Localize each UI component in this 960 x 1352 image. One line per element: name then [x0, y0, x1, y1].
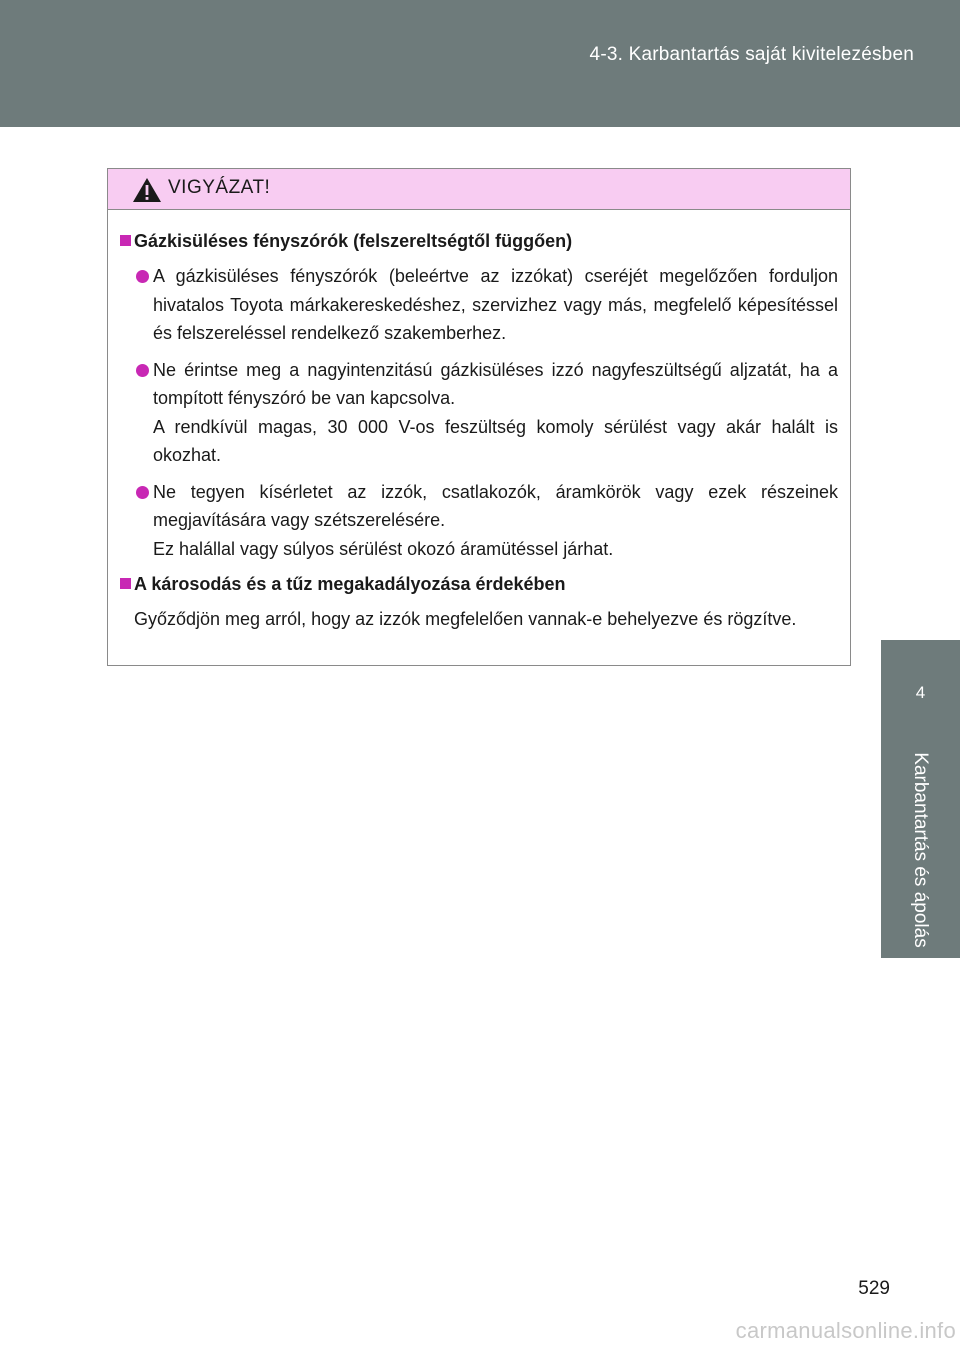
section-paragraph: Győződjön meg arról, hogy az izzók megfelelően vannak-e behelyezve és rögzítve.: [134, 609, 797, 629]
side-tab-number: 4: [915, 683, 926, 702]
warning-title: VIGYÁZAT!: [168, 177, 271, 198]
section-heading: A károsodás és a tűz megakadályozása érdekében: [120, 571, 838, 597]
list-item-text: Ez halállal vagy súlyos sérülést okozó áramütéssel járhat.: [153, 538, 614, 559]
list-item-text: Ne tegyen kísérletet az izzók, csatlakozók, áramkörök vagy ezek részeinek megjavítására vagy szétszerelésére.: [153, 481, 838, 530]
list-item: [120, 262, 838, 348]
watermark: carmanualsonline.info: [735, 1318, 956, 1343]
round-bullet-icon: [136, 364, 149, 377]
page-header: [0, 0, 960, 127]
side-tab-label: Karbantartás és ápolás: [910, 752, 931, 948]
warning-body: [108, 210, 850, 634]
warning-triangle-icon: [132, 177, 162, 203]
warning-box: [107, 168, 851, 666]
list-item: [120, 356, 838, 470]
list-item-text: A rendkívül magas, 30 000 V-os feszültség komoly sérülést vagy akár halált is okozhat.: [153, 416, 838, 465]
section-heading: Gázkisüléses fényszórók (felszereltségtől függően): [120, 228, 838, 254]
page-number: 529: [858, 1278, 890, 1299]
warning-header: [108, 169, 850, 210]
list-item-text: Ne érintse meg a nagyintenzitású gázkisüléses izzó nagyfeszültségű aljzatát, ha a tompított fényszóró be van kapcsolva.: [153, 359, 838, 408]
round-bullet-icon: [136, 270, 149, 283]
round-bullet-icon: [136, 486, 149, 499]
list-item-text: A gázkisüléses fényszórók (beleértve az izzókat) cseréjét megelőzően forduljon hivatalos Toyota márkakereskedéshez, szervizhez vagy más, megfelelő képesítéssel és felszereléssel rendelkező szakemberhez.: [153, 266, 838, 343]
square-bullet-icon: [120, 578, 131, 589]
list-item: [120, 478, 838, 564]
chapter-title: 4-3. Karbantartás saját kivitelezésben: [589, 44, 914, 65]
square-bullet-icon: [120, 235, 131, 246]
